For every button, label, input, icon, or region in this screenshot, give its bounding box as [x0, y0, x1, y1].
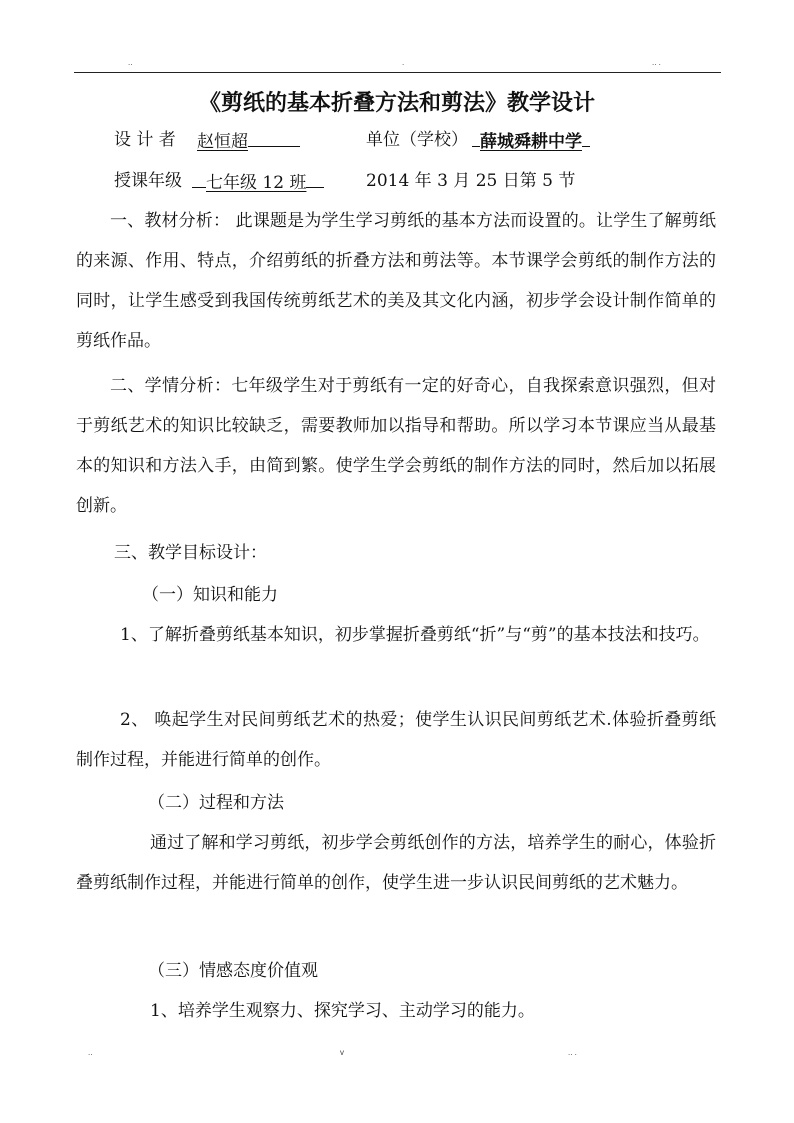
unit-underline-tail — [582, 130, 590, 147]
unit-label: 单位（学校） — [366, 130, 468, 150]
student-analysis: 二、学情分析：七年级学生对于剪纸有一定的好奇心，自我探索意识强烈，但对于剪纸艺术的知识比较缺乏，需要教师加以指导和帮助。所以学习本节课应当从最基本的知识和方法入手，由简到繁。使学生学会剪纸的制作方法的同时，然后加以拓展创新。 — [76, 376, 716, 516]
knowledge-title: （一）知识和能力 — [142, 585, 278, 605]
grade-underline-tail — [306, 171, 324, 188]
header-center-mark: . — [402, 58, 405, 67]
goals-title: 三、教学目标设计： — [114, 543, 267, 563]
designer-value: 赵恒超 — [197, 132, 248, 152]
grade-label: 授课年级 — [114, 171, 182, 191]
designer-value-wrap — [197, 130, 300, 152]
emotion-item-1: 1、培养学生观察力、探究学习、主动学习的能力。 — [150, 1001, 535, 1021]
designer-underline — [248, 130, 300, 147]
lesson-date: 2014 年 3 月 25 日第 5 节 — [366, 171, 576, 191]
process-text: 通过了解和学习剪纸，初步学会剪纸创作的方法，培养学生的耐心，体验折叠剪纸制作过程，并能进行简单的创作，使学生进一步认识民间剪纸的艺术魅力。 — [76, 833, 716, 893]
unit-value: 薛城舜耕中学 — [480, 132, 582, 152]
emotion-title: （三）情感态度价值观 — [148, 961, 318, 981]
grade-value-wrap — [192, 171, 324, 193]
header-rule — [74, 72, 721, 73]
unit-underline-lead — [472, 130, 480, 147]
document-title: 《剪纸的基本折叠方法和剪法》教学设计 — [198, 90, 595, 116]
knowledge-item-2: 2、 唤起学生对民间剪纸艺术的热爱；使学生认识民间剪纸艺术.体验折叠剪纸制作过程，并能进行简单的创作。 — [76, 710, 716, 770]
process-title: （二）过程和方法 — [148, 793, 284, 813]
knowledge-item-1: 1、了解折叠剪纸基本知识，初步掌握折叠剪纸“折”与“剪”的基本技法和技巧。 — [120, 625, 710, 645]
footer-left-mark: .. — [88, 1048, 93, 1057]
footer-right-mark: .. . — [568, 1048, 577, 1057]
unit-value-wrap — [472, 130, 590, 152]
material-analysis: 一、教材分析： 此课题是为学生学习剪纸的基本方法而设置的。让学生了解剪纸的来源、作用、特点，介绍剪纸的折叠方法和剪法等。本节课学会剪纸的制作方法的同时，让学生感受到我国传统剪纸艺术的美及其文化内涵，初步学会设计制作简单的剪纸作品。 — [76, 211, 716, 351]
header-left-mark: .. — [128, 58, 133, 67]
footer-center-mark: v — [340, 1048, 344, 1057]
grade-value: 七年级 12 班 — [206, 173, 307, 193]
designer-label: 设 计 者 — [114, 130, 176, 150]
grade-underline-lead — [192, 171, 206, 188]
header-right-mark: .. . — [652, 58, 661, 67]
